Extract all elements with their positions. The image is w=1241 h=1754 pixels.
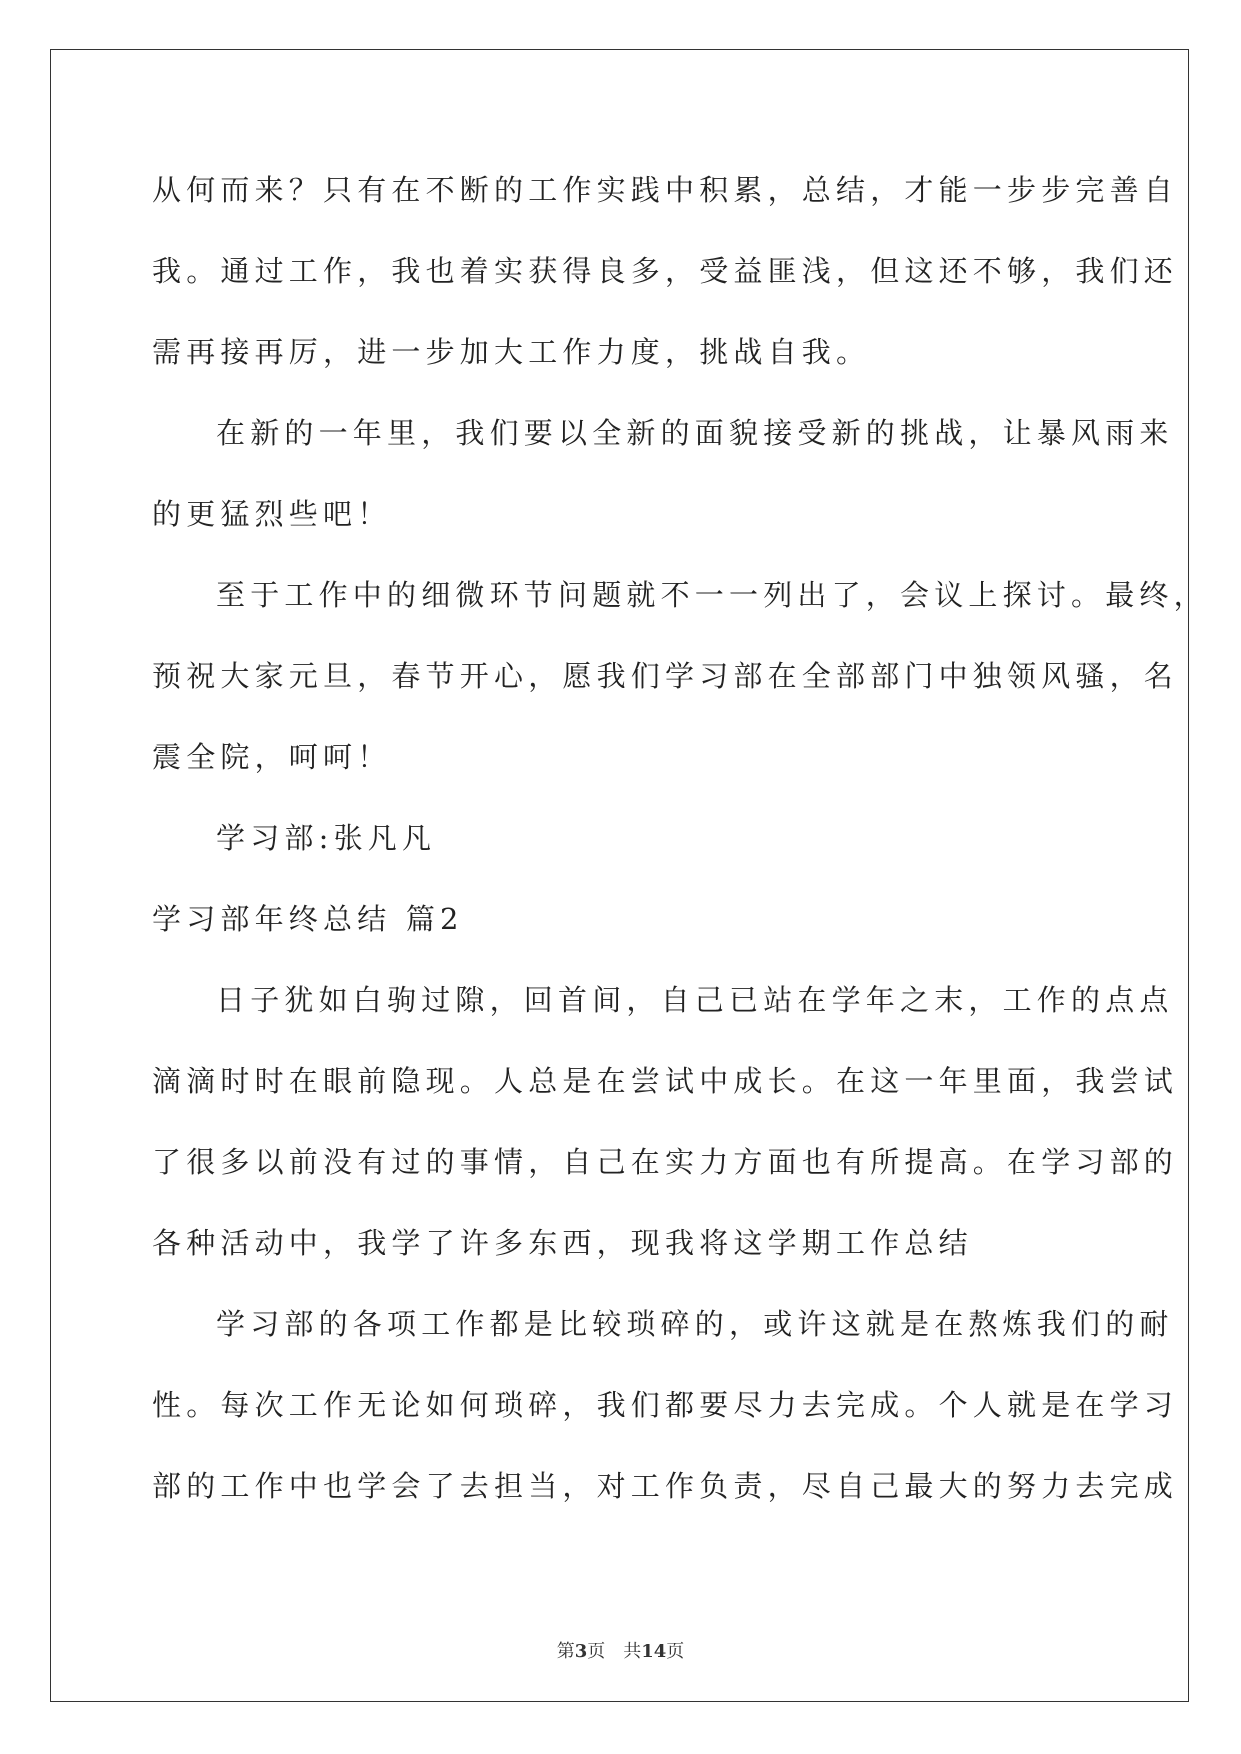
page-suffix: 页 bbox=[587, 1641, 606, 1662]
document-body bbox=[152, 160, 1208, 1537]
text-line: 学习部的各项工作都是比较琐碎的，或许这就是在熬炼我们的耐 bbox=[216, 1307, 1174, 1341]
text-line: 性。每次工作无论如何琐碎，我们都要尽力去完成。个人就是在学习 bbox=[152, 1388, 1179, 1422]
page-current: 3 bbox=[574, 1641, 588, 1662]
text-line: 从何而来？只有在不断的工作实践中积累，总结，才能一步步完善自 bbox=[152, 173, 1179, 207]
page-footer bbox=[0, 1637, 1241, 1663]
text-line: 至于工作中的细微环节问题就不一一列出了，会议上探讨。最终， bbox=[216, 578, 1208, 612]
text-line: 部的工作中也学会了去担当，对工作负责，尽自己最大的努力去完成 bbox=[152, 1469, 1179, 1503]
page-total: 14 bbox=[641, 1641, 667, 1662]
signature-line: 学习部:张凡凡 bbox=[216, 821, 437, 855]
text-line: 的更猛烈些吧！ bbox=[152, 497, 392, 531]
text-line: 我。通过工作，我也着实获得良多，受益匪浅，但这还不够，我们还 bbox=[152, 254, 1179, 288]
total-prefix: 共 bbox=[623, 1641, 642, 1662]
total-suffix: 页 bbox=[666, 1641, 685, 1662]
text-line: 需再接再厉，进一步加大工作力度，挑战自我。 bbox=[152, 335, 871, 369]
text-line: 在新的一年里，我们要以全新的面貌接受新的挑战，让暴风雨来 bbox=[216, 416, 1174, 450]
text-line: 了很多以前没有过的事情，自己在实力方面也有所提高。在学习部的 bbox=[152, 1145, 1179, 1179]
section-heading: 学习部年终总结 篇2 bbox=[152, 902, 464, 936]
text-line: 预祝大家元旦，春节开心，愿我们学习部在全部部门中独领风骚，名 bbox=[152, 659, 1179, 693]
text-line: 滴滴时时在眼前隐现。人总是在尝试中成长。在这一年里面，我尝试 bbox=[152, 1064, 1179, 1098]
text-line: 日子犹如白驹过隙，回首间，自己已站在学年之末，工作的点点 bbox=[216, 983, 1174, 1017]
text-line: 各种活动中，我学了许多东西，现我将这学期工作总结 bbox=[152, 1226, 973, 1260]
text-line: 震全院，呵呵！ bbox=[152, 740, 392, 774]
page-prefix: 第 bbox=[556, 1641, 575, 1662]
